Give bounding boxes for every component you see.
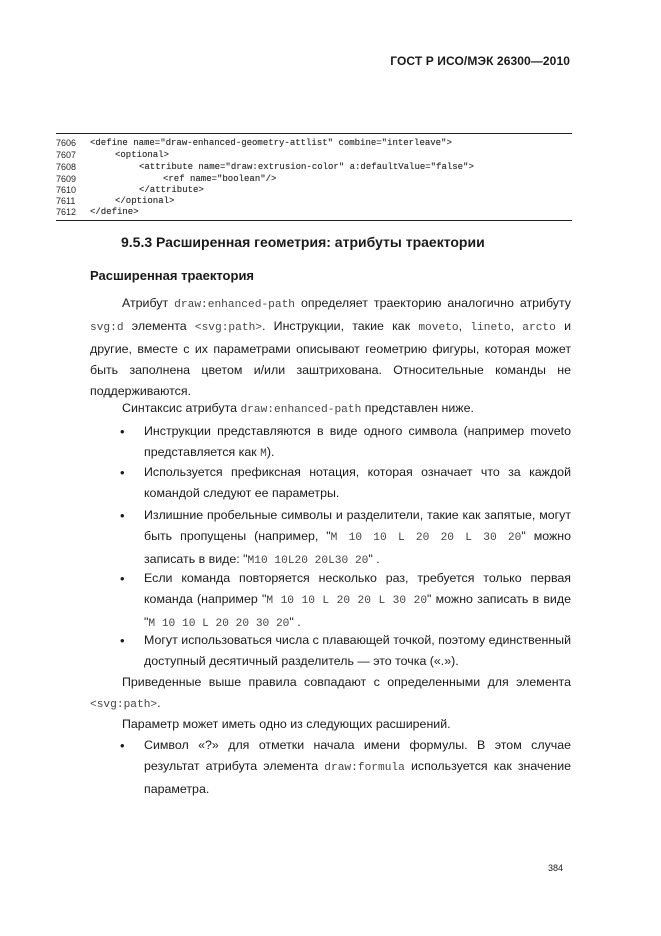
bullet-item xyxy=(144,568,571,635)
text-run: " можно записать в виде " xyxy=(144,592,571,629)
text-run: Параметр может иметь одно из следующих расширений. xyxy=(122,717,451,731)
bullet-marker: • xyxy=(120,508,125,523)
line-number: 7609 xyxy=(56,174,77,184)
code-text: <optional> xyxy=(115,150,170,160)
text-run: Приведенные выше правила совпадают с определенными для элемента xyxy=(122,675,571,689)
text-run: , xyxy=(510,319,523,333)
text-run: Атрибут xyxy=(122,296,175,310)
code-inline: svg:d xyxy=(90,322,124,334)
code-text: </define> xyxy=(90,207,139,217)
line-number: 7606 xyxy=(56,138,77,148)
text-run: . Инструкции, такие как xyxy=(262,319,419,333)
text-run: элемента xyxy=(123,319,195,333)
bullet-item xyxy=(144,735,571,800)
code-inline: M xyxy=(260,448,267,460)
code-inline: M 10 10 L 20 20 L 30 20 xyxy=(266,595,428,607)
line-number: 7612 xyxy=(56,207,77,217)
subsection-heading: Расширенная траектория xyxy=(90,268,255,283)
text-run: " . xyxy=(368,552,380,566)
bullet-marker: • xyxy=(120,633,125,648)
code-text: </optional> xyxy=(115,196,175,206)
bullet-marker: • xyxy=(120,465,125,480)
line-number: 7610 xyxy=(56,185,77,195)
text-run: используется как значение параметра. xyxy=(144,759,571,796)
page-number: 384 xyxy=(548,863,564,873)
paragraph xyxy=(90,293,571,402)
bullet-item xyxy=(144,505,571,572)
code-text: <attribute name="draw:extrusion-color" a:defaultValue="false"> xyxy=(139,162,474,172)
code-inline: <svg:path> xyxy=(90,699,158,711)
paragraph xyxy=(122,398,571,421)
text-run: Синтаксис атрибута xyxy=(122,401,241,415)
bullet-marker: • xyxy=(120,424,125,439)
code-inline: M10 10L20 20L30 20 xyxy=(247,555,369,567)
code-inline: lineto xyxy=(470,322,511,334)
text-run: Если команда повторяется несколько раз, требуется только первая команда (например " xyxy=(144,571,571,606)
line-number: 7611 xyxy=(56,196,76,206)
text-run: определяет траекторию аналогично атрибуту xyxy=(295,296,571,310)
text-run: представлен ниже. xyxy=(361,401,474,415)
code-inline: M 10 10 L 20 20 30 20 xyxy=(148,618,290,630)
code-text: <define name="draw-enhanced-geometry-attlist" combine="interleave"> xyxy=(90,138,452,148)
code-inline: <svg:path> xyxy=(194,322,262,334)
code-inline: M 10 10 L 20 20 L 30 20 xyxy=(330,532,522,544)
text-run: Используется префиксная нотация, которая означает что за каждой командой следуют ее параметры. xyxy=(144,465,571,500)
text-run: ). xyxy=(266,445,275,459)
text-run: Символ «?» для отметки начала имени формулы. В этом случае результат атрибута элемента xyxy=(144,738,571,773)
code-listing xyxy=(56,133,572,221)
text-run: Могут использоваться числа с плавающей точкой, поэтому единственный доступный десятичный разделитель — это точка («.»). xyxy=(144,633,571,668)
section-heading: 9.5.3 Расширенная геометрия: атрибуты траектории xyxy=(121,234,485,250)
bullet-marker: • xyxy=(120,738,125,753)
bullet-item xyxy=(144,421,571,465)
line-number: 7608 xyxy=(56,162,77,172)
code-inline: draw:formula xyxy=(324,762,405,774)
paragraph xyxy=(122,714,571,735)
text-run: Излишние пробельные символы и разделители, такие как запятые, могут быть пропущены (например, " xyxy=(144,508,571,543)
text-run: " можно записать в виде: " xyxy=(144,529,571,566)
code-text: <ref name="boolean"/> xyxy=(163,174,277,184)
bullet-item xyxy=(144,462,571,504)
code-text: </attribute> xyxy=(139,185,204,195)
text-run: " . xyxy=(289,615,301,629)
text-run: . xyxy=(157,696,161,710)
text-run: Инструкции представляются в виде одного символа (например moveto представляется как xyxy=(144,424,571,459)
bullet-item xyxy=(144,630,571,672)
line-number: 7607 xyxy=(56,150,77,160)
standard-header: ГОСТ Р ИСО/МЭК 26300—2010 xyxy=(390,54,570,68)
bullet-marker: • xyxy=(120,571,125,586)
code-inline: moveto xyxy=(418,322,459,334)
code-inline: arcto xyxy=(522,322,556,334)
code-inline: draw:enhanced-path xyxy=(174,299,296,311)
text-run: и другие, вместе с их параметрами описывают геометрию фигуры, которая может быть заполнена цветом и/или заштрихована. Относительные команды не поддерживаются. xyxy=(90,319,571,398)
paragraph xyxy=(90,672,571,716)
text-run: , xyxy=(458,319,471,333)
code-inline: draw:enhanced-path xyxy=(240,404,362,416)
